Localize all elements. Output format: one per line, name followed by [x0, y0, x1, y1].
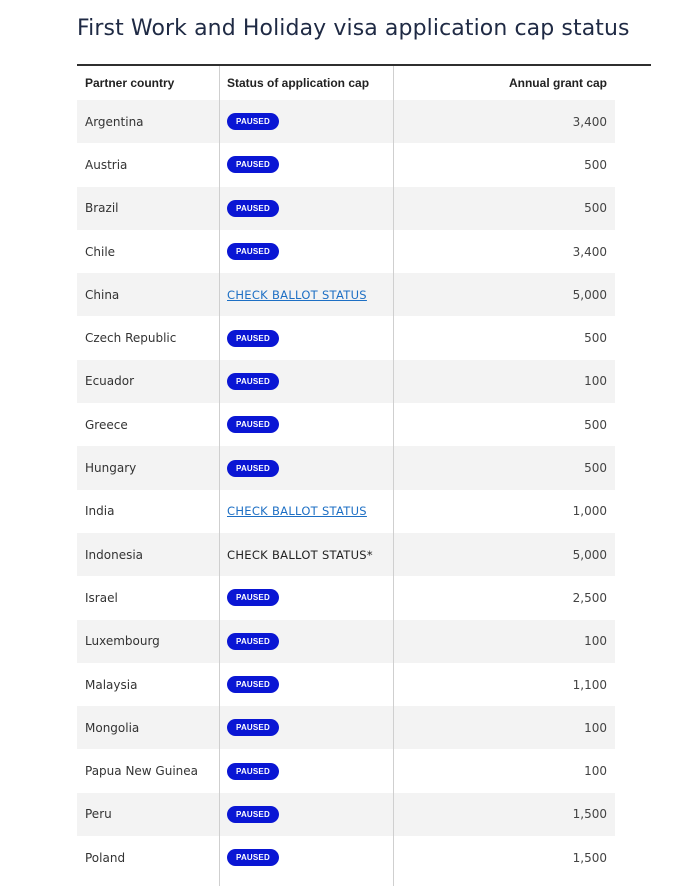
paused-status-badge: PAUSED — [227, 416, 279, 433]
partner-country-cell: Chile — [77, 230, 219, 273]
annual-grant-cap-cell: 500 — [393, 187, 615, 230]
annual-grant-cap-cell: 3,400 — [393, 100, 615, 143]
paused-status-badge: PAUSED — [227, 200, 279, 217]
table-row — [77, 706, 615, 749]
paused-status-badge: PAUSED — [227, 633, 279, 650]
table-header-row — [77, 66, 615, 100]
annual-grant-cap-cell: 100 — [393, 360, 615, 403]
partner-country-cell: Hungary — [77, 446, 219, 489]
partner-country-cell: Austria — [77, 143, 219, 186]
status-cell — [219, 187, 393, 230]
partner-country-cell: China — [77, 273, 219, 316]
paused-status-badge: PAUSED — [227, 373, 279, 390]
table-row — [77, 187, 615, 230]
paused-status-badge: PAUSED — [227, 460, 279, 477]
table-row — [77, 793, 615, 836]
partner-country-cell: Malaysia — [77, 663, 219, 706]
check-ballot-status-text: CHECK BALLOT STATUS* — [227, 547, 373, 562]
paused-status-badge: PAUSED — [227, 719, 279, 736]
table-row — [77, 316, 615, 359]
partner-country-cell: Luxembourg — [77, 620, 219, 663]
status-cell — [219, 663, 393, 706]
annual-grant-cap-cell: 5,000 — [393, 273, 615, 316]
annual-grant-cap-cell: 1,100 — [393, 663, 615, 706]
partner-country-cell: Indonesia — [77, 533, 219, 576]
annual-grant-cap-cell: 500 — [393, 143, 615, 186]
partner-country-cell: Greece — [77, 403, 219, 446]
annual-grant-cap-cell: 100 — [393, 620, 615, 663]
paused-status-badge: PAUSED — [227, 243, 279, 260]
check-ballot-status-link[interactable]: CHECK BALLOT STATUS — [227, 504, 367, 519]
status-cell — [219, 360, 393, 403]
table-row — [77, 230, 615, 273]
header-partner-country: Partner country — [85, 76, 175, 90]
status-cell — [219, 490, 393, 533]
check-ballot-status-link[interactable]: CHECK BALLOT STATUS — [227, 287, 367, 302]
partner-country-cell: Argentina — [77, 100, 219, 143]
page-title: First Work and Holiday visa application cap status — [77, 16, 630, 41]
status-cell — [219, 403, 393, 446]
partner-country-cell: Brazil — [77, 187, 219, 230]
table-row — [77, 836, 615, 879]
status-cell — [219, 143, 393, 186]
status-cell — [219, 446, 393, 489]
table-row — [77, 446, 615, 489]
status-cell — [219, 273, 393, 316]
table-body — [77, 100, 615, 879]
status-cell — [219, 316, 393, 359]
annual-grant-cap-cell: 1,500 — [393, 793, 615, 836]
table-row — [77, 490, 615, 533]
paused-status-badge: PAUSED — [227, 113, 279, 130]
status-cell — [219, 576, 393, 619]
annual-grant-cap-cell: 5,000 — [393, 533, 615, 576]
annual-grant-cap-cell: 500 — [393, 316, 615, 359]
status-cell — [219, 793, 393, 836]
partner-country-cell: Papua New Guinea — [77, 749, 219, 792]
annual-grant-cap-cell: 1,500 — [393, 836, 615, 879]
table-row — [77, 620, 615, 663]
annual-grant-cap-cell: 500 — [393, 403, 615, 446]
partner-country-cell: Poland — [77, 836, 219, 879]
paused-status-badge: PAUSED — [227, 806, 279, 823]
table-row — [77, 663, 615, 706]
table-row — [77, 533, 615, 576]
status-cell — [219, 706, 393, 749]
annual-grant-cap-cell: 3,400 — [393, 230, 615, 273]
status-cell — [219, 836, 393, 879]
partner-country-cell: Ecuador — [77, 360, 219, 403]
paused-status-badge: PAUSED — [227, 849, 279, 866]
table-row — [77, 100, 615, 143]
cap-status-table — [77, 66, 615, 879]
table-row — [77, 360, 615, 403]
status-cell — [219, 620, 393, 663]
partner-country-cell: India — [77, 490, 219, 533]
status-cell — [219, 749, 393, 792]
annual-grant-cap-cell: 100 — [393, 706, 615, 749]
status-cell — [219, 533, 393, 576]
header-status: Status of application cap — [227, 76, 370, 90]
annual-grant-cap-cell: 1,000 — [393, 490, 615, 533]
annual-grant-cap-cell: 100 — [393, 749, 615, 792]
paused-status-badge: PAUSED — [227, 330, 279, 347]
paused-status-badge: PAUSED — [227, 676, 279, 693]
table-row — [77, 273, 615, 316]
paused-status-badge: PAUSED — [227, 763, 279, 780]
partner-country-cell: Israel — [77, 576, 219, 619]
table-row — [77, 576, 615, 619]
paused-status-badge: PAUSED — [227, 156, 279, 173]
column-divider — [219, 66, 220, 886]
table-row — [77, 143, 615, 186]
table-row — [77, 403, 615, 446]
partner-country-cell: Czech Republic — [77, 316, 219, 359]
partner-country-cell: Peru — [77, 793, 219, 836]
column-divider — [393, 66, 394, 886]
annual-grant-cap-cell: 500 — [393, 446, 615, 489]
table-row — [77, 749, 615, 792]
paused-status-badge: PAUSED — [227, 589, 279, 606]
status-cell — [219, 100, 393, 143]
header-annual-grant-cap: Annual grant cap — [508, 76, 607, 90]
partner-country-cell: Mongolia — [77, 706, 219, 749]
status-cell — [219, 230, 393, 273]
annual-grant-cap-cell: 2,500 — [393, 576, 615, 619]
cap-status-table-container — [77, 64, 651, 879]
